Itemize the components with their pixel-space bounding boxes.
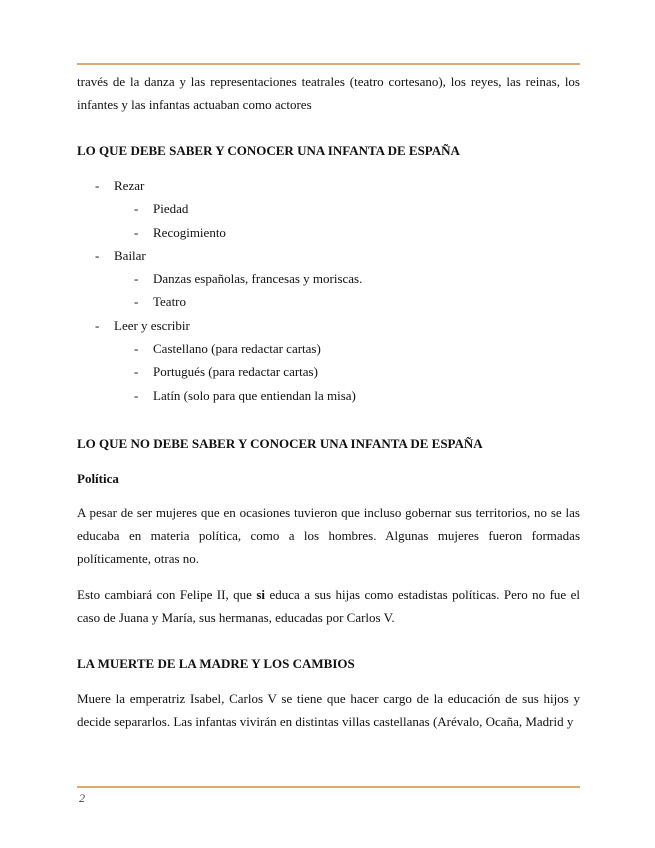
list-item-latin: Latín (solo para que entiendan la misa) (153, 387, 356, 403)
dash-marker: - (95, 247, 100, 263)
list-item-portugues: Portugués (para redactar cartas) (153, 364, 318, 380)
list-item-teatro: Teatro (153, 294, 187, 310)
header-rule (77, 63, 580, 65)
dash-marker: - (134, 271, 139, 287)
politica-paragraph: A pesar de ser mujeres que en ocasiones tuvieron que incluso gobernar sus territorios, no se las educaba en materia política, como a los hombres. Algunas mujeres fueron formadas políticamente, otras no. (77, 504, 580, 566)
list-item-leer: Leer y escribir (114, 317, 190, 333)
dash-marker: - (95, 317, 100, 333)
list-item-recogimiento: Recogimiento (153, 224, 226, 240)
dash-marker: - (134, 341, 139, 357)
dash-marker: - (134, 387, 139, 403)
list-item (77, 337, 580, 360)
dash-marker: - (134, 364, 139, 380)
list-item (77, 360, 580, 383)
felipe-text-bold: si (256, 586, 266, 602)
dash-marker: - (134, 294, 139, 310)
list-item (77, 267, 580, 290)
dash-marker: - (134, 201, 139, 217)
heading-debe-saber: LO QUE DEBE SABER Y CONOCER UNA INFANTA DE ESPAÑA (77, 143, 460, 158)
page-content (77, 70, 580, 746)
muerte-paragraph: Muere la emperatriz Isabel, Carlos V se tiene que hacer cargo de la educación de sus hijos y decide separarlos. Las infantas vivirán en distintas villas castellanas (Arévalo, Ocaña, Madrid y (77, 690, 580, 729)
list-item (77, 314, 580, 337)
heading-muerte-madre: LA MUERTE DE LA MADRE Y LOS CAMBIOS (77, 655, 355, 671)
page-number: 2 (79, 791, 85, 805)
heading-no-debe-saber: LO QUE NO DEBE SABER Y CONOCER UNA INFANTA DE ESPAÑA (77, 435, 483, 451)
subheading-politica: Política (77, 470, 119, 486)
felipe-text-after: educa a sus hijas como estadistas políticas. Pero no fue el caso de Juana y María, sus hermanas, educadas por Carlos V. (77, 586, 581, 625)
felipe-text-before: Esto cambiará con Felipe II, que (77, 586, 257, 602)
dash-marker: - (134, 224, 139, 240)
list-item-castellano: Castellano (para redactar cartas) (153, 341, 321, 357)
footer-rule (77, 786, 580, 788)
list-item (77, 221, 580, 244)
intro-paragraph: través de la danza y las representaciones teatrales (teatro cortesano), los reyes, las reinas, los infantes y las infantas actuaban como actores (77, 74, 580, 112)
list-item (77, 197, 580, 220)
list-item-bailar: Bailar (114, 247, 146, 263)
list-item (77, 244, 580, 267)
list-item (77, 174, 580, 197)
felipe-paragraph (77, 583, 580, 629)
debe-saber-list (77, 174, 580, 407)
list-item-danzas: Danzas españolas, francesas y moriscas. (153, 271, 363, 287)
dash-marker: - (95, 178, 100, 193)
list-item-piedad: Piedad (153, 201, 189, 217)
list-item (77, 384, 580, 407)
list-item (77, 290, 580, 313)
list-item-rezar: Rezar (114, 178, 145, 193)
